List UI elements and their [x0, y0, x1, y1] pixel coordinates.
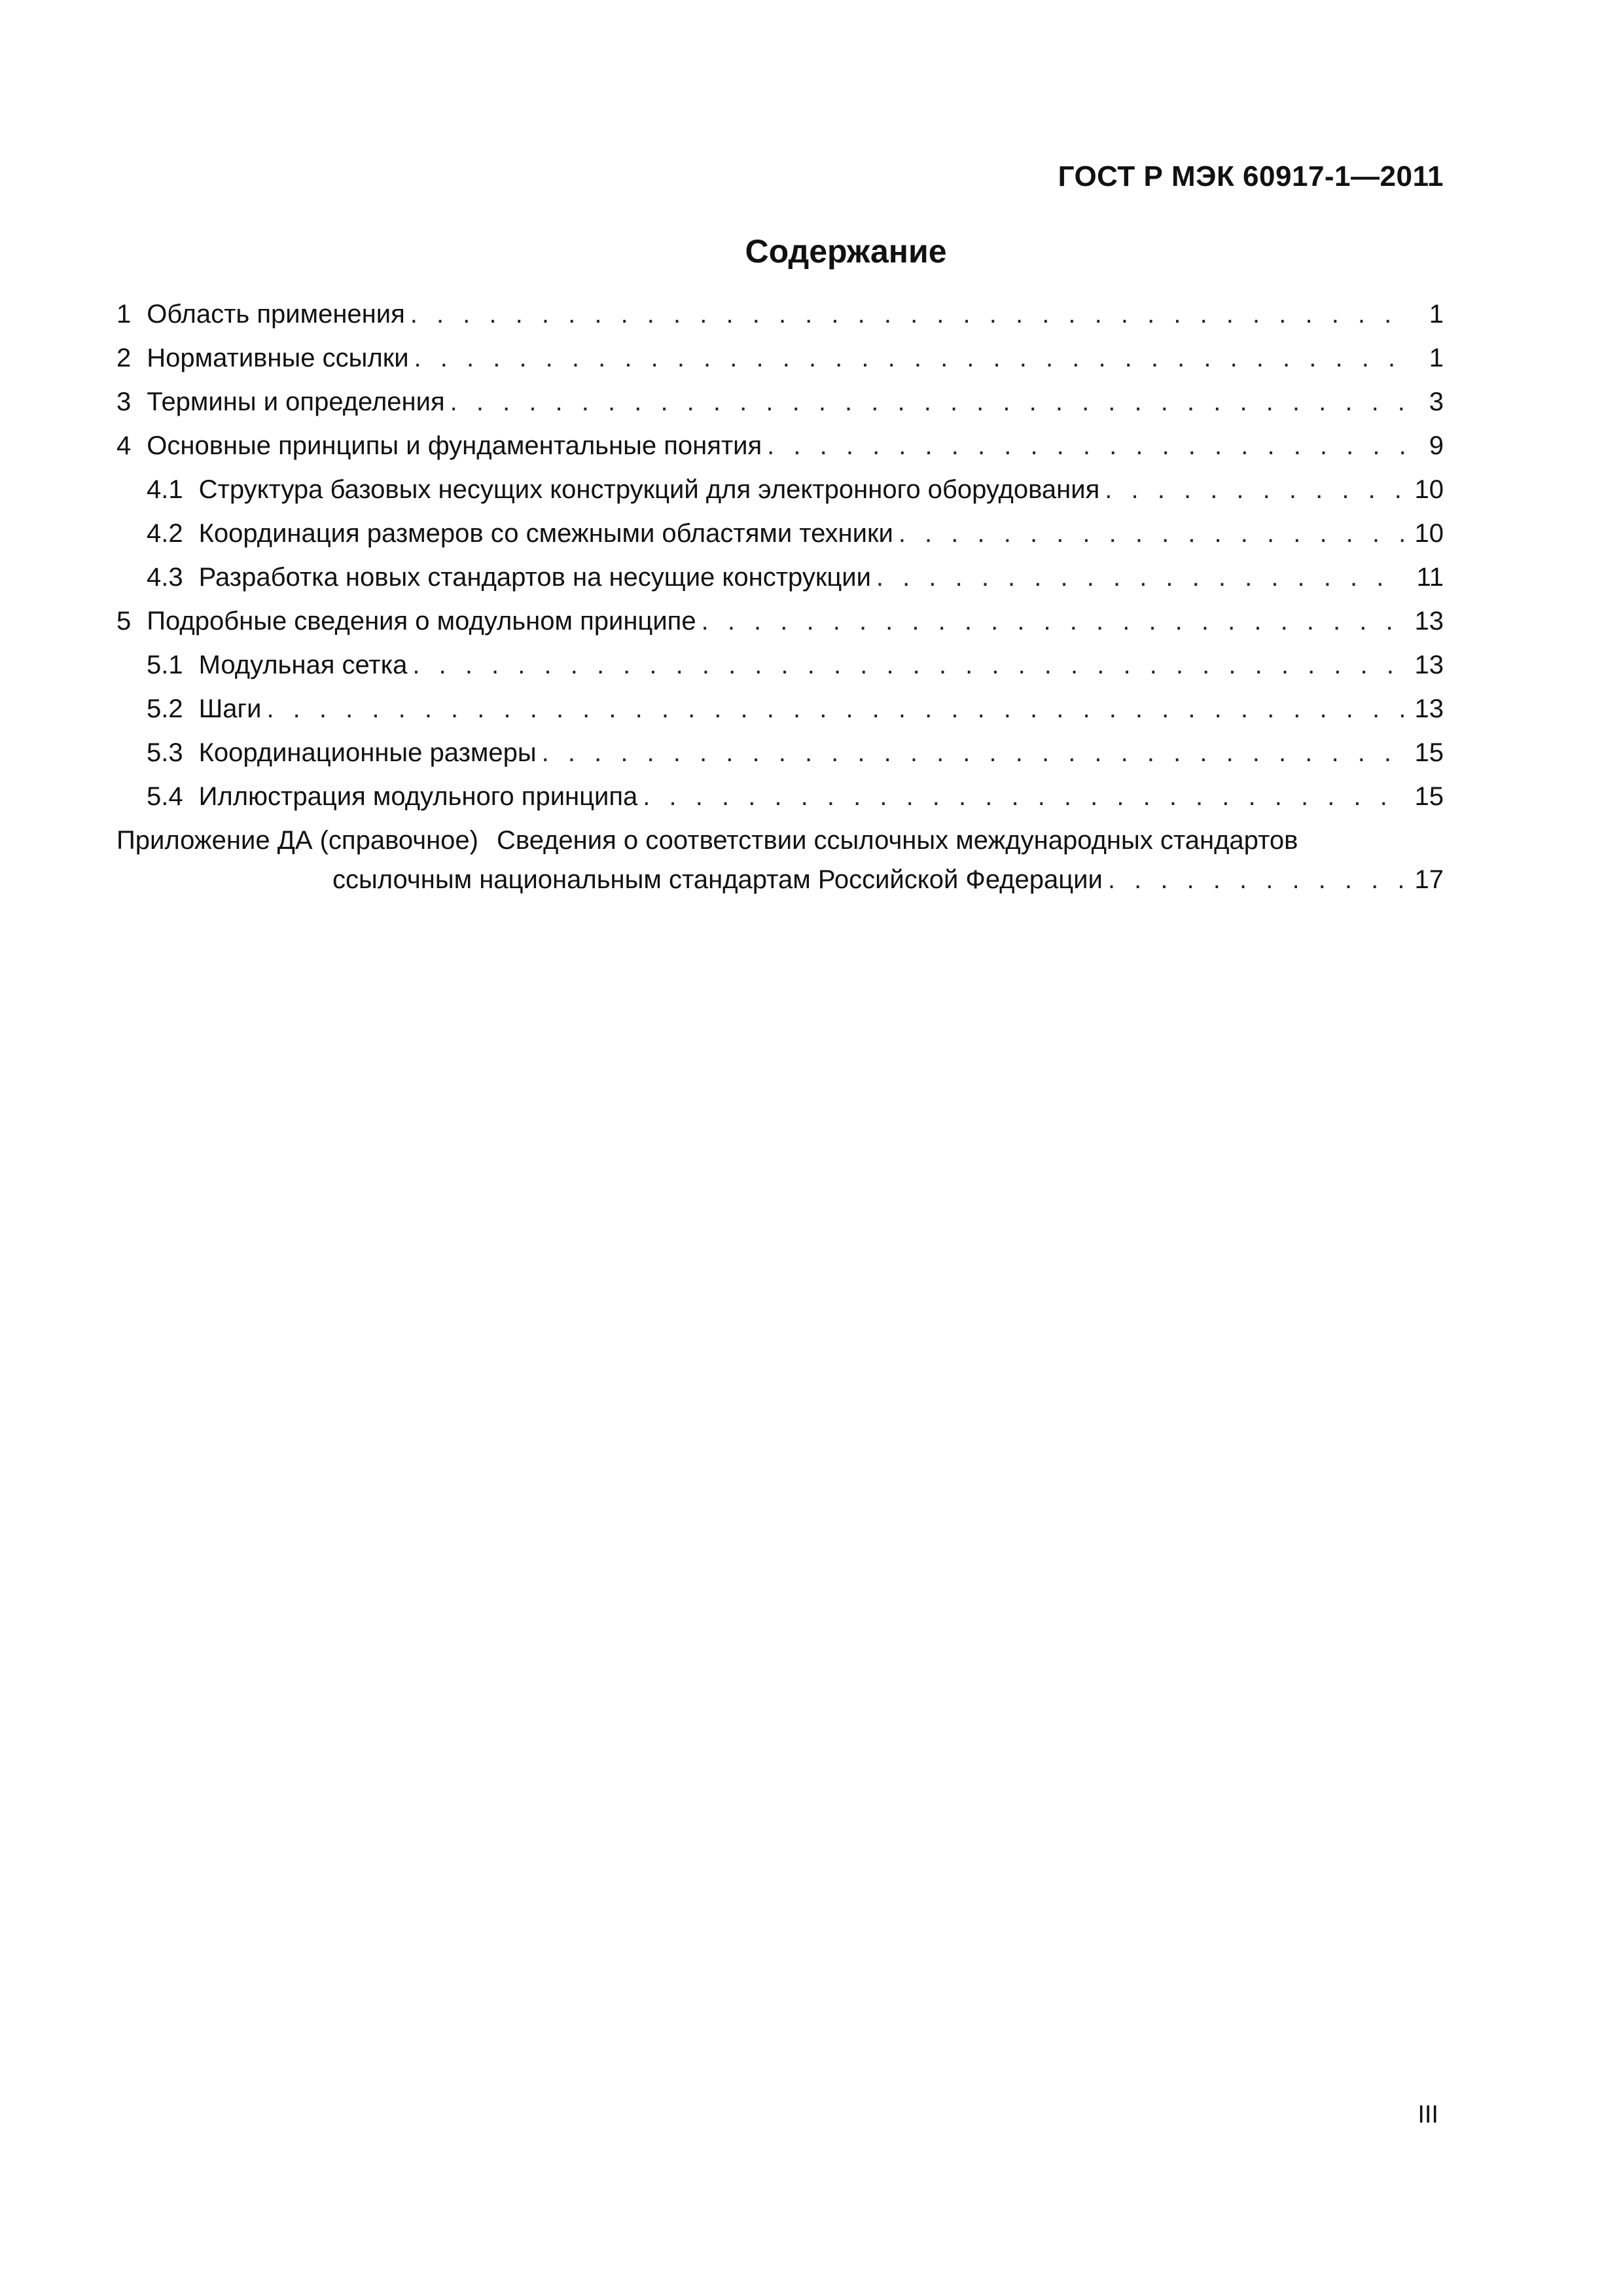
- toc-entry[interactable]: [116, 387, 1444, 431]
- toc-leader-dots: [410, 300, 1404, 329]
- toc-subentry[interactable]: [116, 694, 1444, 738]
- toc-leader-dots: [702, 607, 1404, 636]
- toc-leader-dots: [767, 431, 1404, 461]
- toc-entry-title: Термины и определения: [147, 387, 445, 416]
- toc-title: Содержание: [745, 233, 947, 270]
- toc-entry-number: 5.2: [147, 694, 183, 723]
- toc-entry-number: 5: [116, 607, 132, 636]
- toc-entry-number: 4.2: [147, 519, 183, 548]
- appendix-title-line1: Сведения о соответствии ссылочных международных стандартов: [497, 826, 1298, 855]
- toc-entry-title: Иллюстрация модульного принципа: [198, 782, 638, 811]
- toc-entry[interactable]: [116, 607, 1444, 651]
- toc-entry-number: 4.1: [147, 475, 183, 504]
- toc-entry-number: 4.3: [147, 563, 183, 592]
- toc-entry-page: 1: [1429, 300, 1444, 329]
- toc-subentry[interactable]: [116, 519, 1444, 563]
- toc-entry-number: 5.3: [147, 738, 183, 767]
- toc-entry-title: Область применения: [147, 300, 405, 329]
- table-of-contents: [116, 300, 1444, 909]
- toc-entry-page: 15: [1414, 782, 1444, 811]
- toc-entry-page: 13: [1414, 694, 1444, 723]
- toc-subentry[interactable]: [116, 563, 1444, 607]
- document-code: ГОСТ Р МЭК 60917-1—2011: [1058, 160, 1444, 192]
- toc-leader-dots: [266, 694, 1404, 724]
- toc-leader-dots: [542, 738, 1404, 768]
- toc-entry-page: 3: [1429, 387, 1444, 416]
- toc-entry-number: 4: [116, 431, 132, 460]
- toc-entry-page: 17: [1414, 865, 1444, 894]
- toc-entry-title: Основные принципы и фундаментальные понятия: [147, 431, 762, 460]
- toc-entry[interactable]: [116, 300, 1444, 344]
- toc-entry-page: 15: [1414, 738, 1444, 767]
- toc-entry-number: 2: [116, 344, 132, 372]
- toc-entry[interactable]: [116, 344, 1444, 387]
- appendix-title-line2: ссылочным национальным стандартам Российской Федерации: [332, 865, 1103, 894]
- toc-entry-number: 5.1: [147, 651, 183, 679]
- toc-leader-dots: [643, 782, 1404, 812]
- toc-entry-title: Модульная сетка: [198, 651, 408, 679]
- toc-entry-page: 1: [1429, 344, 1444, 372]
- toc-leader-dots: [414, 344, 1404, 373]
- toc-appendix-entry[interactable]: [116, 826, 1444, 909]
- toc-entry-number: 1: [116, 300, 132, 329]
- toc-leader-dots: [1105, 475, 1404, 505]
- toc-entry-title: Структура базовых несущих конструкций для электронного оборудования: [198, 475, 1100, 504]
- toc-subentry[interactable]: [116, 738, 1444, 782]
- toc-subentry[interactable]: [116, 475, 1444, 519]
- toc-entry-page: 13: [1414, 651, 1444, 679]
- toc-subentry[interactable]: [116, 782, 1444, 826]
- toc-leader-dots: [876, 563, 1404, 592]
- toc-leader-dots: [450, 387, 1404, 417]
- appendix-label: Приложение ДА (справочное): [116, 826, 478, 855]
- toc-entry-page: 11: [1416, 563, 1444, 592]
- toc-subentry[interactable]: [116, 651, 1444, 694]
- toc-entry[interactable]: [116, 431, 1444, 475]
- page-number: III: [1418, 2101, 1438, 2128]
- toc-leader-dots: [1108, 865, 1404, 895]
- toc-entry-title: Нормативные ссылки: [147, 344, 409, 372]
- toc-entry-number: 5.4: [147, 782, 183, 811]
- toc-entry-number: 3: [116, 387, 132, 416]
- toc-entry-title: Разработка новых стандартов на несущие конструкции: [198, 563, 871, 592]
- toc-entry-title: Шаги: [198, 694, 262, 723]
- toc-entry-page: 10: [1414, 519, 1444, 548]
- toc-entry-title: Координация размеров со смежными областями техники: [198, 519, 893, 548]
- toc-entry-page: 13: [1414, 607, 1444, 636]
- toc-leader-dots: [412, 651, 1404, 680]
- toc-entry-page: 10: [1414, 475, 1444, 504]
- toc-leader-dots: [899, 519, 1404, 548]
- toc-entry-page: 9: [1429, 431, 1444, 460]
- toc-entry-title: Координационные размеры: [198, 738, 537, 767]
- toc-entry-title: Подробные сведения о модульном принципе: [147, 607, 696, 636]
